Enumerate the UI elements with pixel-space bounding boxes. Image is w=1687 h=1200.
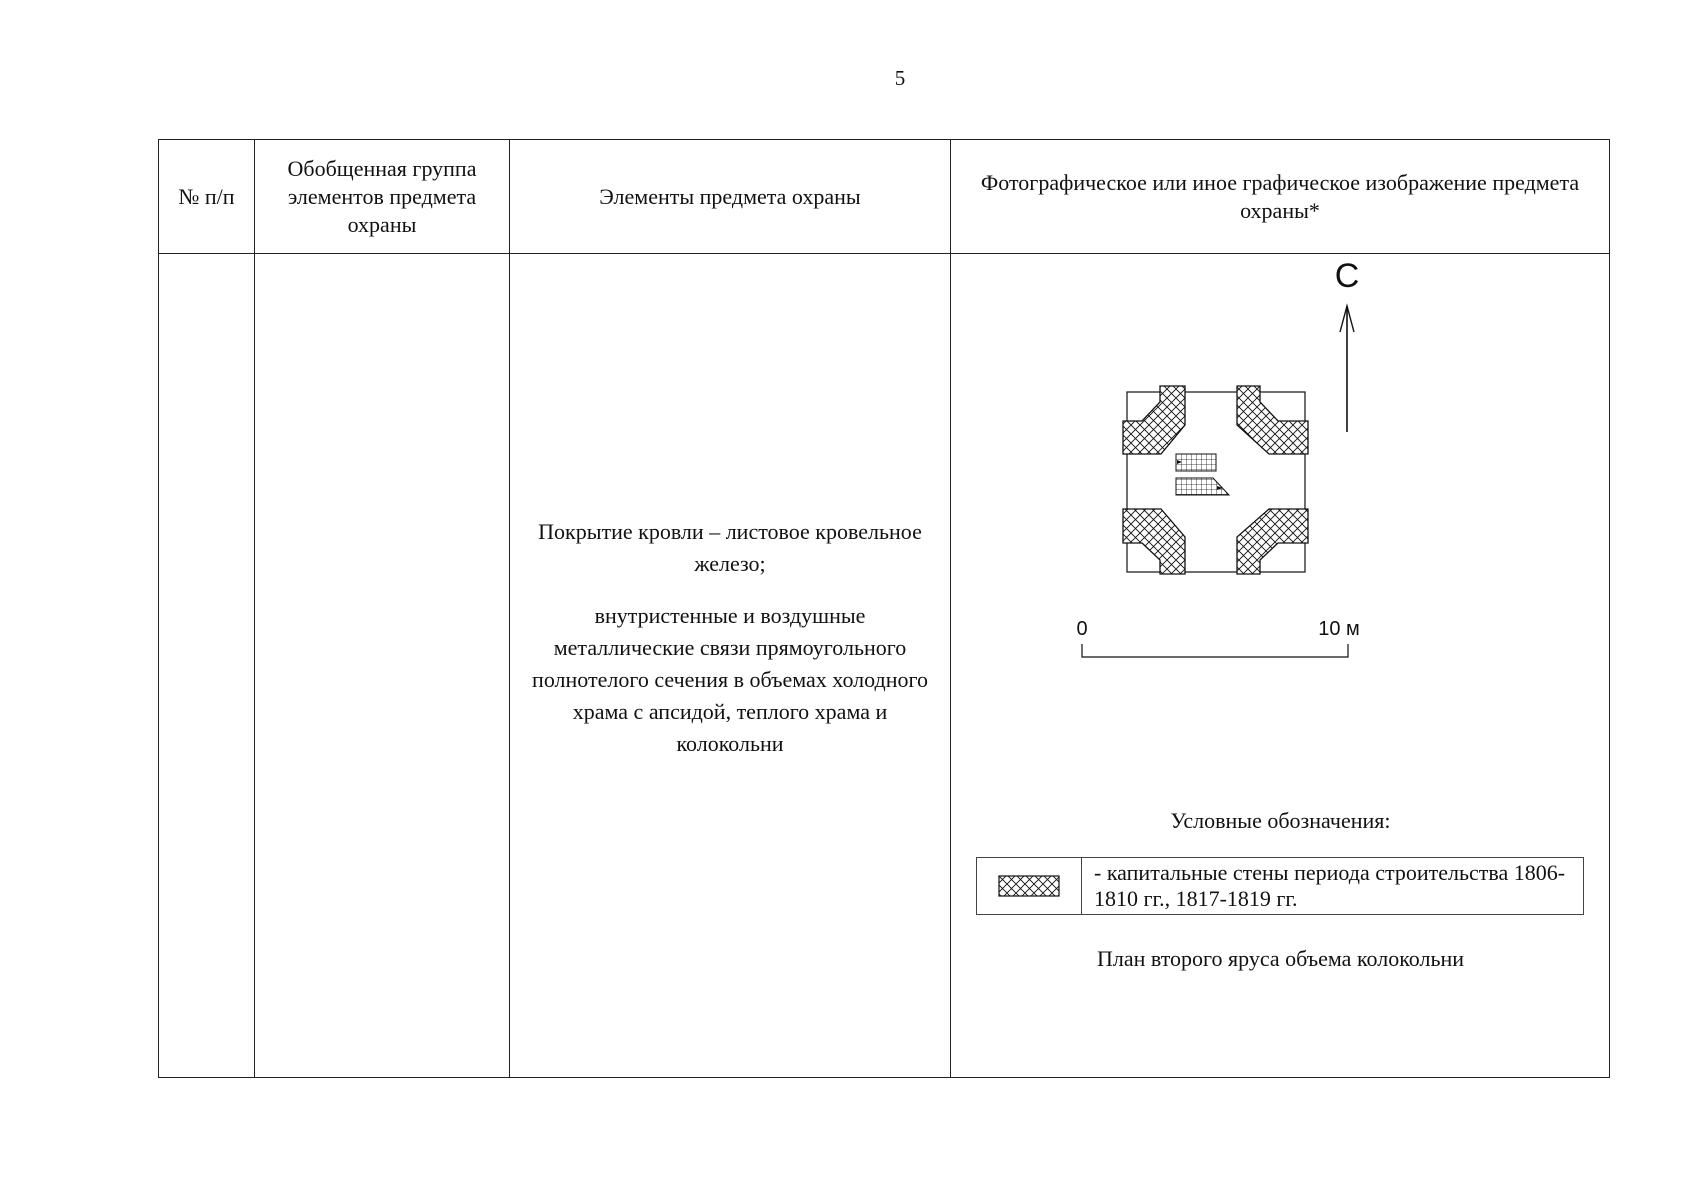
header-number: № п/п	[159, 140, 255, 254]
north-arrow-icon	[1340, 306, 1354, 432]
scale-end-label: 10 м	[1318, 618, 1360, 640]
north-label: С	[1334, 257, 1360, 295]
cell-elements	[510, 254, 951, 1078]
wall-pylon-sw	[1123, 509, 1185, 574]
cell-number	[159, 254, 255, 1078]
table-header-row	[159, 140, 1610, 254]
wall-pylon-ne	[1237, 386, 1308, 454]
scale-start-label: 0	[1076, 618, 1088, 640]
element-ties: внутристенные и воздушные металлические связи прямоугольного полнотелого сечения в объемах холодного храма с апсидой, теплого храма и колокольни	[532, 603, 928, 756]
cell-image	[951, 254, 1610, 1078]
drawing-caption: План второго яруса объема колокольни	[1096, 946, 1465, 971]
header-image: Фотографическое или иное графическое изображение предмета охраны*	[951, 140, 1610, 254]
header-group: Обобщенная группа элементов предмета охраны	[255, 140, 510, 254]
wall-pylon-se	[1237, 509, 1308, 574]
element-roof: Покрытие кровли – листовое кровельное железо;	[538, 519, 922, 576]
scale-bar	[1082, 644, 1348, 657]
header-elements: Элементы предмета охраны	[510, 140, 951, 254]
cell-group	[255, 254, 510, 1078]
legend-box	[976, 857, 1584, 915]
crosshatch-swatch-icon	[998, 875, 1060, 897]
table-row	[159, 254, 1610, 1078]
wall-pylon-nw	[1123, 386, 1185, 454]
protection-table	[158, 139, 1610, 1078]
legend-swatch-cell	[977, 858, 1082, 914]
page-number: 5	[894, 66, 906, 90]
legend-item-text: - капитальные стены периода строительства 1806-1810 гг., 1817-1819 гг.	[1094, 860, 1566, 911]
staircase-icon	[1176, 454, 1229, 495]
legend-title: Условные обозначения:	[1170, 808, 1391, 833]
elements-text	[530, 516, 930, 780]
